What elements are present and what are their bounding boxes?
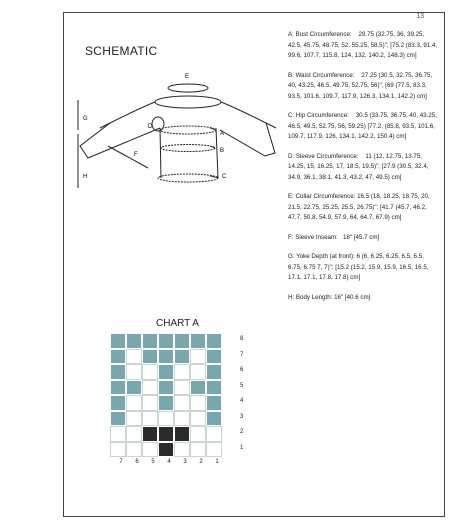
row-number: 8: [240, 336, 244, 342]
chart-column-numbers: [113, 459, 225, 465]
chart-cell: [110, 333, 126, 349]
label-d: D: [148, 124, 153, 130]
chart-a-grid: [110, 333, 222, 457]
chart-cell: [158, 333, 174, 349]
spec-inseam: F: Sleeve Inseam: 18" [45.7 cm]: [288, 233, 380, 241]
chart-cell: [142, 333, 158, 349]
chart-cell: [206, 426, 222, 442]
spec-waist: B: Waist Circumference: 27.25 (30.5, 32.75, 36.75, 40, 43.25, 46.5, 49.75, 52.75, 56)"; [69 (77.5, 83.3, 93.5, 101.6, 109.7, 117.9, 126.3, 134.1, 142.2) cm]: [288, 71, 434, 100]
chart-cell: [126, 364, 142, 380]
chart-cell: [158, 364, 174, 380]
chart-cell: [110, 426, 126, 442]
chart-cell: [206, 333, 222, 349]
chart-row: [110, 411, 222, 427]
column-number: 2: [199, 459, 203, 465]
chart-cell: [158, 349, 174, 365]
measurements-list: [288, 30, 438, 312]
chart-cell: [206, 442, 222, 458]
row-number: 1: [240, 444, 244, 451]
waist-ring: [161, 145, 215, 152]
column-number: 6: [135, 459, 139, 465]
spec-yoke-depth: G: Yoke Depth (at front): 6 (6, 6.25, 6.25, 6.5, 6.5, 6.75, 6.75 7, 7)"; [15.2 (15.2, 15.9, 15.9, 16.5, 16.5, 17.1, 17.1, 17.8, 17.8) cm]: [288, 253, 431, 281]
chart-cell: [142, 411, 158, 427]
label-b: B: [220, 148, 225, 154]
hip-ring: [158, 174, 218, 182]
chart-cell: [142, 380, 158, 396]
chart-row: [110, 442, 222, 458]
chart-cell: [206, 395, 222, 411]
chart-cell: [110, 411, 126, 427]
chart-cell: [190, 442, 206, 458]
chart-cell: [142, 395, 158, 411]
chart-cell: [158, 442, 174, 458]
chart-cell: [174, 349, 190, 365]
body-outline: [160, 128, 218, 178]
right-sleeve: [220, 123, 275, 156]
chart-cell: [206, 380, 222, 396]
chart-cell: [142, 426, 158, 442]
chart-row-numbers: [240, 336, 243, 460]
chart-cell: [110, 442, 126, 458]
row-number: 7: [240, 351, 244, 358]
chart-cell: [110, 364, 126, 380]
column-number: 3: [183, 459, 187, 465]
chart-cell: [174, 364, 190, 380]
spec-hip: C: Hip Circumference: 30.5 (33.75, 36.75, 40, 43.25, 46.5, 49.5, 52.75, 56, 59.25) [77.2, (85.8, 93.5, 101.6, 109.7, 117.9, 126, 134.1, 142.2, 150.4) cm]: [288, 112, 439, 140]
chart-cell: [126, 333, 142, 349]
chart-row: [110, 364, 222, 380]
chart-cell: [158, 411, 174, 427]
row-number: 5: [240, 382, 244, 389]
chart-cell: [110, 395, 126, 411]
schematic-title: SCHEMATIC: [85, 44, 158, 58]
chart-cell: [110, 380, 126, 396]
yoke-ring: [155, 96, 221, 108]
chart-cell: [190, 364, 206, 380]
chart-cell: [126, 380, 142, 396]
chart-cell: [206, 364, 222, 380]
yoke-outline: [100, 102, 276, 128]
chart-cell: [158, 426, 174, 442]
sweater-schematic: [70, 68, 285, 198]
chart-cell: [174, 411, 190, 427]
chart-cell: [142, 364, 158, 380]
sleeve-inseam-arrow: [108, 146, 148, 168]
chart-cell: [190, 349, 206, 365]
chart-cell: [126, 395, 142, 411]
chart-cell: [174, 395, 190, 411]
chart-cell: [126, 426, 142, 442]
chart-row: [110, 380, 222, 396]
chart-cell: [190, 395, 206, 411]
column-number: 4: [167, 459, 171, 465]
chart-cell: [174, 426, 190, 442]
chart-row: [110, 426, 222, 442]
chart-cell: [158, 380, 174, 396]
chart-cell: [142, 349, 158, 365]
row-number: 3: [240, 413, 244, 420]
label-c: C: [222, 174, 227, 180]
chart-cell: [174, 380, 190, 396]
label-g: G: [83, 116, 88, 122]
label-a: A: [220, 131, 225, 137]
page-number: 13: [416, 13, 424, 20]
bust-ring: [160, 126, 216, 134]
chart-a-title: CHART A: [156, 318, 199, 329]
chart-cell: [190, 426, 206, 442]
chart-cell: [126, 349, 142, 365]
spec-body-length: H: Body Length: 16" [40.6 cm]: [288, 293, 371, 301]
column-number: 5: [151, 459, 155, 465]
column-number: 7: [119, 459, 123, 465]
collar-ring: [168, 84, 208, 92]
spec-bust: A: Bust Circumference: 29.75 (32.75, 36, 39.25, 42.5, 45.75, 48.75, 52, 55.25, 58.5)"; [75.2 (83.3, 91.4, 99.6, 107.7, 115.8, 124, 132, 140.2, 148.3) cm]: [288, 31, 439, 59]
chart-cell: [110, 349, 126, 365]
chart-row: [110, 395, 222, 411]
chart-cell: [126, 411, 142, 427]
chart-cell: [190, 411, 206, 427]
chart-cell: [126, 442, 142, 458]
row-number: 4: [240, 398, 244, 404]
label-h: H: [83, 174, 88, 180]
row-number: 6: [240, 367, 244, 373]
spec-sleeve: D: Sleeve Circumference: 11 (12, 12.75, 13.75, 14.25, 15, 16.25, 17, 18.5, 19.5)"; [27.9 (30.5, 32.4, 34.9, 36.1, 38.1, 41.3, 43.2, 47, 49.5) cm]: [288, 152, 431, 181]
spec-collar: E: Collar Circumference: 16.5 (18, 18.25, 18.75, 20, 21.5, 22.75, 25.25, 25.5, 26.75)"; [41.7 (45.7, 46.2, 47.7, 50.8, 54.9, 57.9, 64, 64.7, 67.9) cm]: [288, 193, 432, 221]
row-number: 2: [240, 429, 244, 435]
label-f: F: [134, 152, 138, 158]
chart-cell: [174, 442, 190, 458]
column-number: 1: [215, 459, 219, 465]
chart-cell: [190, 380, 206, 396]
chart-cell: [206, 411, 222, 427]
chart-row: [110, 349, 222, 365]
chart-cell: [190, 333, 206, 349]
label-e: E: [185, 74, 190, 80]
chart-cell: [158, 395, 174, 411]
chart-row: [110, 333, 222, 349]
chart-cell: [206, 349, 222, 365]
chart-cell: [174, 333, 190, 349]
chart-cell: [142, 442, 158, 458]
